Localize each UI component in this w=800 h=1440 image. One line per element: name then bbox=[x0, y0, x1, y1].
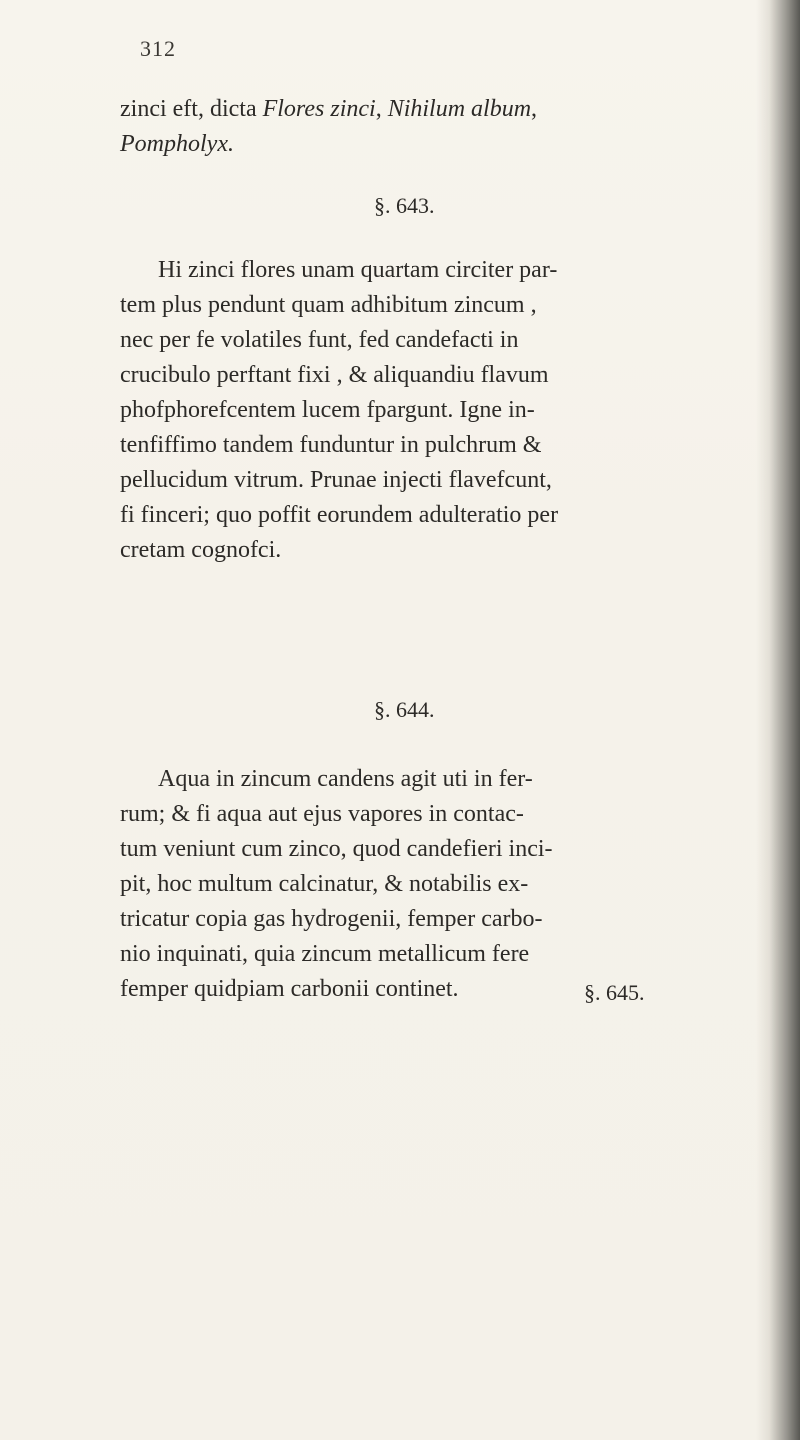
section-heading-644: §. 644. bbox=[374, 697, 435, 722]
paragraph-line: tem plus pendunt quam adhibitum zincum , bbox=[120, 292, 537, 318]
paragraph-line: crucibulo perftant fixi , & aliquandiu flavum bbox=[120, 362, 549, 388]
intro-paragraph bbox=[120, 92, 760, 162]
paragraph-line: rum; & fi aqua aut ejus vapores in contac- bbox=[120, 801, 524, 827]
section-643-paragraph bbox=[120, 253, 760, 568]
paragraph-line: pellucidum vitrum. Prunae injecti flavefcunt, bbox=[120, 467, 552, 493]
intro-line-2: Pompholyx. bbox=[120, 131, 234, 157]
term-flores-zinci: Flores zinci bbox=[262, 96, 376, 122]
section-heading-643: §. 643. bbox=[374, 193, 435, 218]
paragraph-line: nio inquinati, quia zincum metallicum fere bbox=[120, 941, 530, 967]
paragraph-line: tenfiffimo tandem funduntur in pulchrum & bbox=[120, 432, 542, 458]
page-number: 312 bbox=[140, 36, 176, 61]
term-nihilum-album: Nihilum album bbox=[387, 96, 532, 122]
paragraph-line: pit, hoc multum calcinatur, & notabilis ex- bbox=[120, 871, 529, 897]
paragraph-line: tricatur copia gas hydrogenii, femper carbo- bbox=[120, 906, 543, 932]
paragraph-line: nec per fe volatiles funt, fed candefacti in bbox=[120, 327, 519, 353]
paragraph-line: Aqua in zincum candens agit uti in fer- bbox=[158, 766, 533, 792]
binding-edge bbox=[756, 0, 800, 1440]
paragraph-line: Hi zinci flores unam quartam circiter par- bbox=[158, 257, 558, 283]
intro-line-1 bbox=[120, 92, 760, 127]
paragraph-line: femper quidpiam carbonii continet. bbox=[120, 976, 459, 1002]
paragraph-line: phofphorefcentem lucem fpargunt. Igne in- bbox=[120, 397, 535, 423]
paragraph-line: fi finceri; quo poffit eorundem adulteratio per bbox=[120, 502, 559, 528]
separator: , bbox=[375, 96, 388, 122]
section-644-paragraph bbox=[120, 762, 760, 1007]
separator: , bbox=[531, 96, 538, 122]
paragraph-line: cretam cognofci. bbox=[120, 537, 282, 563]
paragraph-line: tum veniunt cum zinco, quod candefieri inci- bbox=[120, 836, 553, 862]
intro-text: zinci eft, dicta bbox=[120, 96, 263, 122]
section-heading-645: §. 645. bbox=[584, 980, 645, 1005]
